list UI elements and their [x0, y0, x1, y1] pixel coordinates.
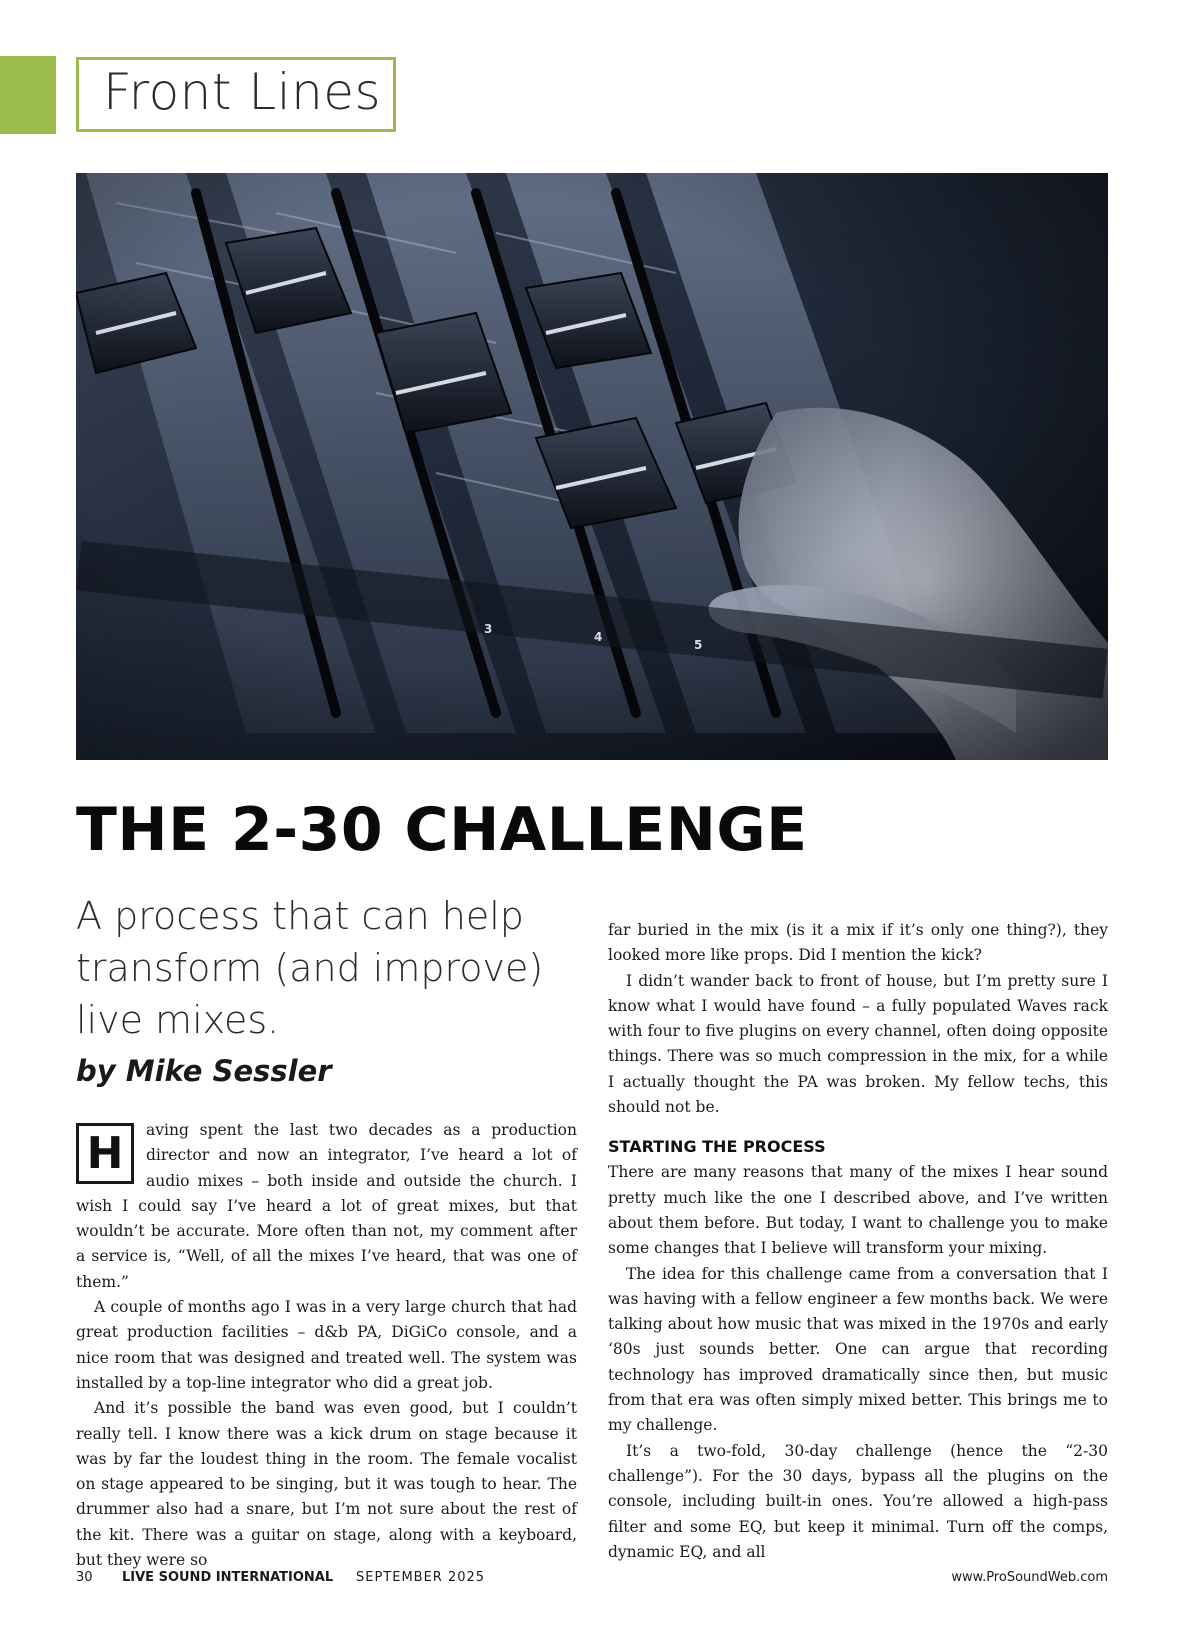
page-footer: [76, 1570, 1108, 1590]
article-paragraph: I didn’t wander back to front of house, but I’m pretty sure I know what I would have found – a fully populated Waves rack with four to five plugins on every channel, often doing opposite things. There was so much compression in the mix, for a while I actually thought the PA was broken. My fellow techs, this should not be.: [608, 971, 1108, 1117]
article-headline: THE 2-30 CHALLENGE: [76, 795, 808, 865]
article-paragraph: And it’s possible the band was even good, but I couldn’t really tell. I know there was a kick drum on stage because it was by far the loudest thing in the room. The female vocalist on stage appeared to be singing, but it was tough to hear. The drummer also had a snare, but I’m not sure about the rest of the kit. There was a guitar on stage, along with a keyboard, but they were so: [76, 1399, 577, 1570]
publication-name: LIVE SOUND INTERNATIONAL: [122, 1570, 334, 1585]
section-tag: [76, 57, 396, 132]
section-label: Front Lines: [103, 63, 382, 121]
article-paragraph: It’s a two-fold, 30-day challenge (hence the “2-30 challenge”). For the 30 days, bypass all the plugins on the console, including built-in ones. You’re allowed a high-pass filter and some EQ, but keep it minimal. Turn off the comps, dynamic EQ, and all: [608, 1441, 1108, 1561]
section-accent-bar: [0, 56, 56, 134]
website-url: www.ProSoundWeb.com: [951, 1570, 1108, 1585]
article-paragraph: H aving spent the last two decades as a production director and now an integrator, I’ve heard a lot of audio mixes – both inside and outside the church. I wish I could say I’ve heard a lot of great mixes, but that wouldn’t be accurate. More often than not, my comment after a service is, “Well, of all the mixes I’ve heard, that was one of them.”: [76, 1121, 577, 1291]
page-number: 30: [76, 1570, 93, 1585]
article-subhead: STARTING THE PROCESS: [608, 1137, 826, 1157]
article-deck: A process that can help transform (and improve) live mixes.: [76, 894, 544, 1042]
drop-cap: H: [76, 1123, 134, 1184]
article-column-left: [76, 1118, 577, 1573]
article-column-right: [608, 918, 1108, 1565]
article-paragraph: There are many reasons that many of the mixes I hear sound pretty much like the one I described above, and I’ve written about them before. But today, I want to challenge you to make some changes that I believe will transform your mixing.: [608, 1163, 1108, 1258]
article-paragraph: A couple of months ago I was in a very large church that had great production facilities – d&b PA, DiGiCo console, and a nice room that was designed and treated well. The system was installed by a top-line integrator who did a great job.: [76, 1298, 577, 1392]
article-paragraph: The idea for this challenge came from a conversation that I was having with a fellow engineer a few months back. We were talking about how music that was mixed in the 1970s and early ‘80s just sounds better. One can argue that recording technology has improved dramatically since then, but music from that era was often simply mixed better. This brings me to my challenge.: [608, 1264, 1108, 1435]
issue-date: SEPTEMBER 2025: [356, 1570, 486, 1585]
article-paragraph: far buried in the mix (is it a mix if it’s only one thing?), they looked more like props. Did I mention the kick?: [608, 921, 1108, 965]
article-byline: by Mike Sessler: [76, 1054, 332, 1088]
hero-photo-mixing-console: [76, 173, 1108, 760]
